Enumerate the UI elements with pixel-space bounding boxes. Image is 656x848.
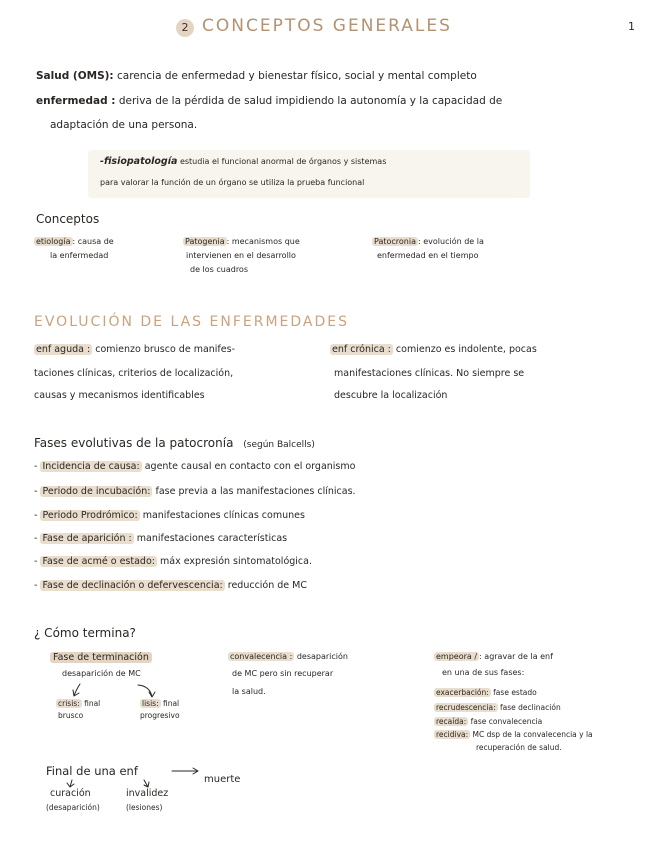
empeora-term: empeora / xyxy=(436,652,478,661)
fase-bullet: - xyxy=(34,533,38,544)
page-number: 1 xyxy=(628,20,635,33)
fase-bullet: - xyxy=(34,580,38,591)
convalecencia-term: convalecencia : xyxy=(230,652,293,661)
empeora-item-text: MC dsp de la convalecencia y la xyxy=(472,730,593,739)
cronica-text-3: descubre la localización xyxy=(334,390,448,401)
empeora-text-2: en una de sus fases: xyxy=(442,668,525,677)
concepto-line: : mecanismos que xyxy=(226,237,300,246)
concepto-line: : evolución de la xyxy=(418,237,484,246)
concepto-line: intervienen en el desarrollo xyxy=(186,251,296,260)
convalecencia-text-3: la salud. xyxy=(232,687,266,696)
arrow-invalidez xyxy=(144,780,149,787)
empeora-text-1: : agravar de la enf xyxy=(479,652,553,661)
convalecencia-text-1: desaparición xyxy=(296,652,348,661)
concepto-line: de los cuadros xyxy=(190,265,248,274)
fase-bullet: - xyxy=(34,486,38,497)
conceptos-heading: Conceptos xyxy=(36,212,100,226)
concepto-line: : causa de xyxy=(72,237,114,246)
empeora-item-text: fase estado xyxy=(493,688,537,697)
aguda-text-2: taciones clínicas, criterios de localización, xyxy=(34,368,234,379)
salud-term: Salud (OMS): xyxy=(36,70,114,82)
lisis-term: lisis: xyxy=(142,699,159,708)
arrow-crisis xyxy=(73,684,80,696)
enfermedad-text-1: deriva de la pérdida de salud impidiendo la autonomía y la capacidad de xyxy=(118,95,503,107)
cronica-term: enf crónica : xyxy=(332,344,391,355)
fase-term: Incidencia de causa: xyxy=(42,461,140,472)
fase-text: reducción de MC xyxy=(227,580,308,591)
final-curacion-sub: (desaparición) xyxy=(46,803,100,812)
terminacion-term-text: Fase de terminación xyxy=(50,652,152,663)
fase-bullet: - xyxy=(34,461,38,472)
fase-term: Periodo de incubación: xyxy=(42,486,151,497)
fisiopatologia-term: -fisiopatología xyxy=(100,156,178,167)
concepto-term: etiología xyxy=(36,237,71,246)
cronica-text-1: comienzo es indolente, pocas xyxy=(395,344,537,355)
arrow-curacion xyxy=(67,780,74,787)
final-heading: Final de una enf xyxy=(46,764,138,778)
crisis-text-1: final xyxy=(84,699,101,708)
salud-text: carencia de enfermedad y bienestar físico, social y mental completo xyxy=(116,70,477,82)
fase-term: Fase de acmé o estado: xyxy=(42,556,155,567)
fase-term: Fase de declinación o defervescencia: xyxy=(42,580,223,591)
lisis-text-1: final xyxy=(162,699,180,708)
enfermedad-text-2: adaptación de una persona. xyxy=(50,119,198,131)
aguda-text-1: comienzo brusco de manifes- xyxy=(95,344,235,355)
final-muerte: muerte xyxy=(204,774,241,785)
arrow-muerte xyxy=(172,768,198,774)
fase-text: manifestaciones características xyxy=(136,533,288,544)
section-number-badge: 2 xyxy=(176,19,194,37)
fase-term: Fase de aparición : xyxy=(42,533,132,544)
final-curacion: curación xyxy=(50,788,91,799)
aguda-term: enf aguda : xyxy=(36,344,91,355)
final-invalidez: invalidez xyxy=(126,788,169,799)
terminacion-text: desaparición de MC xyxy=(62,669,141,678)
fase-text: manifestaciones clínicas comunes xyxy=(142,510,305,521)
fase-bullet: - xyxy=(34,510,38,521)
concepto-term: Patogenia xyxy=(185,237,225,246)
crisis-text-2: brusco xyxy=(58,711,84,720)
empeora-item-text: recuperación de salud. xyxy=(476,743,562,752)
empeora-item-term: recaída: xyxy=(436,717,467,726)
concepto-term: Patocronia xyxy=(374,237,416,246)
empeora-item-term: recrudescencia: xyxy=(436,703,496,712)
fases-source: (según Balcells) xyxy=(243,440,315,450)
empeora-item-term: exacerbación: xyxy=(436,688,489,697)
concepto-line: la enfermedad xyxy=(50,251,109,260)
concepto-line: enfermedad en el tiempo xyxy=(377,251,479,260)
evolucion-title: EVOLUCIÓN DE LAS ENFERMEDADES xyxy=(34,314,349,330)
empeora-item-text: fase declinación xyxy=(500,703,561,712)
empeora-item-text: fase convalecencia xyxy=(470,717,543,726)
empeora-item-term: recidiva: xyxy=(436,730,469,739)
cronica-text-2: manifestaciones clínicas. No siempre se xyxy=(334,368,525,379)
final-invalidez-sub: (lesiones) xyxy=(126,803,163,812)
fases-heading-text: Fases evolutivas de la patocronía xyxy=(34,436,234,450)
fase-text: máx expresión sintomatológica. xyxy=(160,556,312,567)
convalecencia-text-2: de MC pero sin recuperar xyxy=(232,669,334,678)
aguda-text-3: causas y mecanismos identificables xyxy=(34,390,205,401)
fase-text: fase previa a las manifestaciones clínicas. xyxy=(155,486,356,497)
crisis-term: crisis: xyxy=(58,699,80,708)
lisis-text-2: progresivo xyxy=(140,711,180,720)
fase-text: agente causal en contacto con el organismo xyxy=(144,461,356,472)
enfermedad-term: enfermedad : xyxy=(36,95,116,107)
fisiopatologia-text-1: estudia el funcional anormal de órganos y sistemas xyxy=(179,157,387,166)
arrow-lisis xyxy=(138,685,155,697)
fisiopatologia-text-2: para valorar la función de un órgano se utiliza la prueba funcional xyxy=(100,178,365,187)
title-text: CONCEPTOS GENERALES xyxy=(202,16,452,36)
fase-term: Periodo Prodrómico: xyxy=(42,510,138,521)
fase-bullet: - xyxy=(34,556,38,567)
termina-heading: ¿ Cómo termina? xyxy=(34,626,136,640)
